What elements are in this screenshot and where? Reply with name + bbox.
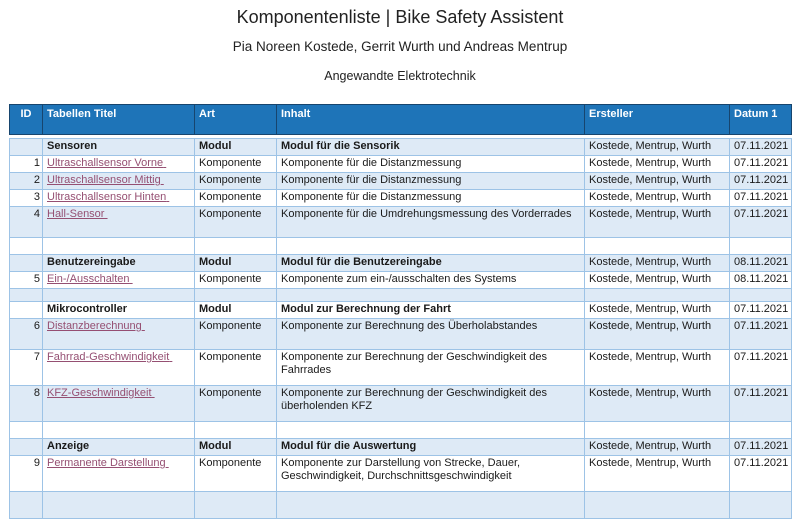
cell-titel [43,207,195,238]
cell-datum [730,289,792,302]
cell-art: Komponente [195,350,277,386]
table-row [10,207,792,238]
cell-id [10,139,43,156]
cell-datum: 07.11.2021 [730,439,792,456]
column-header-tabellen-titel: Tabellen Titel [43,105,195,135]
cell-titel [43,156,195,173]
document-authors: Pia Noreen Kostede, Gerrit Wurth und Andreas Mentrup [232,39,568,54]
cell-ersteller: Kostede, Mentrup, Wurth [585,302,730,319]
cell-titel [43,422,195,439]
cell-inhalt [277,422,585,439]
cell-inhalt: Komponente zur Berechnung der Geschwindigkeit des überholenden KFZ [277,386,585,422]
cell-ersteller: Kostede, Mentrup, Wurth [585,139,730,156]
cell-art: Modul [195,302,277,319]
cell-id [10,439,43,456]
cell-art: Komponente [195,173,277,190]
cell-inhalt [277,492,585,519]
cell-ersteller [585,289,730,302]
cell-titel: Benutzereingabe [43,255,195,272]
cell-id: 2 [10,173,43,190]
cell-titel [43,492,195,519]
table-row [10,350,792,386]
cell-ersteller: Kostede, Mentrup, Wurth [585,207,730,238]
cell-titel: Anzeige [43,439,195,456]
table-row [10,319,792,350]
cell-ersteller [585,492,730,519]
cell-inhalt: Komponente zur Darstellung von Strecke, Dauer, Geschwindigkeit, Durchschnittsgeschwindigkeit [277,456,585,492]
cell-ersteller: Kostede, Mentrup, Wurth [585,456,730,492]
cell-id [10,255,43,272]
cell-art [195,492,277,519]
cell-datum [730,422,792,439]
cell-ersteller [585,238,730,255]
cell-id: 7 [10,350,43,386]
cell-ersteller: Kostede, Mentrup, Wurth [585,173,730,190]
cell-id: 9 [10,456,43,492]
cell-id: 8 [10,386,43,422]
cell-art: Komponente [195,319,277,350]
cell-titel [43,173,195,190]
cell-art [195,238,277,255]
empty-row [10,289,792,302]
cell-datum: 07.11.2021 [730,156,792,173]
cell-art: Komponente [195,456,277,492]
cell-inhalt [277,289,585,302]
table-row [10,272,792,289]
cell-datum: 07.11.2021 [730,350,792,386]
cell-ersteller: Kostede, Mentrup, Wurth [585,255,730,272]
cell-art: Komponente [195,207,277,238]
section-row [10,302,792,319]
component-link[interactable]: Ultraschallsensor Hinten [47,191,167,203]
empty-row [10,492,792,519]
table-row [10,190,792,207]
component-link[interactable]: Ein-/Ausschalten [47,273,130,285]
document-subtitle: Angewandte Elektrotechnik [324,69,476,83]
cell-datum [730,492,792,519]
column-header-ersteller: Ersteller [585,105,730,135]
cell-datum: 07.11.2021 [730,302,792,319]
cell-art: Modul [195,255,277,272]
component-link[interactable]: Ultraschallsensor Mittig [47,174,161,186]
component-link[interactable]: Fahrrad-Geschwindigkeit [47,351,170,363]
cell-inhalt: Modul zur Berechnung der Fahrt [277,302,585,319]
cell-art: Komponente [195,190,277,207]
cell-id [10,238,43,255]
cell-ersteller [585,422,730,439]
cell-datum: 08.11.2021 [730,272,792,289]
cell-titel [43,272,195,289]
column-header-id: ID [10,105,43,135]
table-row [10,173,792,190]
cell-datum [730,238,792,255]
cell-titel [43,386,195,422]
header-row [10,105,792,135]
column-header-inhalt: Inhalt [277,105,585,135]
cell-datum: 07.11.2021 [730,190,792,207]
table-row [10,386,792,422]
cell-id: 1 [10,156,43,173]
cell-ersteller: Kostede, Mentrup, Wurth [585,190,730,207]
cell-inhalt [277,238,585,255]
cell-ersteller: Kostede, Mentrup, Wurth [585,439,730,456]
cell-art [195,422,277,439]
cell-ersteller: Kostede, Mentrup, Wurth [585,350,730,386]
components-table [9,104,792,519]
empty-row [10,422,792,439]
cell-id: 6 [10,319,43,350]
cell-inhalt: Komponente für die Umdrehungsmessung des Vorderrades [277,207,585,238]
cell-titel [43,190,195,207]
section-row [10,439,792,456]
component-link[interactable]: Ultraschallsensor Vorne [47,157,164,169]
cell-inhalt: Komponente zur Berechnung der Geschwindigkeit des Fahrrades [277,350,585,386]
cell-datum: 08.11.2021 [730,255,792,272]
cell-datum: 07.11.2021 [730,207,792,238]
component-link[interactable]: KFZ-Geschwindigkeit [47,387,152,399]
cell-id [10,422,43,439]
cell-id [10,289,43,302]
cell-inhalt: Modul für die Sensorik [277,139,585,156]
cell-inhalt: Komponente zur Berechnung des Überholabstandes [277,319,585,350]
cell-ersteller: Kostede, Mentrup, Wurth [585,272,730,289]
cell-datum: 07.11.2021 [730,386,792,422]
cell-inhalt: Komponente zum ein-/ausschalten des Systems [277,272,585,289]
cell-art: Modul [195,139,277,156]
cell-inhalt: Komponente für die Distanzmessung [277,190,585,207]
table-row [10,456,792,492]
component-link[interactable]: Distanzberechnung [47,320,142,332]
cell-titel: Sensoren [43,139,195,156]
cell-titel [43,456,195,492]
cell-inhalt: Komponente für die Distanzmessung [277,173,585,190]
cell-id: 3 [10,190,43,207]
cell-id: 5 [10,272,43,289]
cell-inhalt: Modul für die Auswertung [277,439,585,456]
column-header-art: Art [195,105,277,135]
cell-titel [43,238,195,255]
cell-datum: 07.11.2021 [730,173,792,190]
cell-titel: Mikrocontroller [43,302,195,319]
cell-id: 4 [10,207,43,238]
cell-inhalt: Komponente für die Distanzmessung [277,156,585,173]
cell-art: Komponente [195,156,277,173]
cell-titel [43,350,195,386]
cell-titel [43,319,195,350]
cell-id [10,492,43,519]
table-row [10,156,792,173]
cell-datum: 07.11.2021 [730,456,792,492]
cell-datum: 07.11.2021 [730,319,792,350]
component-link[interactable]: Permanente Darstellung [47,457,166,469]
cell-ersteller: Kostede, Mentrup, Wurth [585,386,730,422]
table-body [10,135,792,519]
cell-datum: 07.11.2021 [730,139,792,156]
section-row [10,139,792,156]
cell-id [10,302,43,319]
document-title: Komponentenliste | Bike Safety Assistent [236,7,564,27]
column-header-datum-1: Datum 1 [730,105,792,135]
cell-ersteller: Kostede, Mentrup, Wurth [585,156,730,173]
table-header [10,105,792,135]
empty-row [10,238,792,255]
component-link[interactable]: Hall-Sensor [47,208,105,220]
cell-art [195,289,277,302]
section-row [10,255,792,272]
cell-ersteller: Kostede, Mentrup, Wurth [585,319,730,350]
cell-art: Komponente [195,272,277,289]
cell-art: Komponente [195,386,277,422]
cell-titel [43,289,195,302]
cell-inhalt: Modul für die Benutzereingabe [277,255,585,272]
cell-art: Modul [195,439,277,456]
